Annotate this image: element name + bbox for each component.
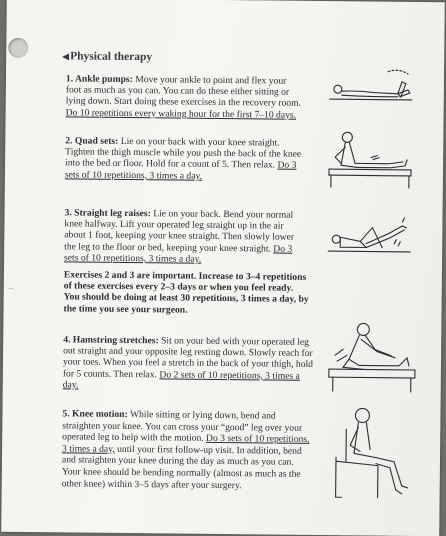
hamstring-stretch-illustration bbox=[325, 319, 420, 394]
exercise-dosage: Do 3 sets of 10 repetitions, 3 times a day. bbox=[65, 160, 297, 181]
exercise-quad-sets bbox=[65, 135, 305, 182]
heading-arrow-icon: ◀ bbox=[62, 51, 69, 61]
exercise-title: 4. Hamstring stretches: bbox=[63, 334, 159, 346]
exercise-hamstring-stretches bbox=[63, 334, 314, 393]
exercise-dosage: Do 3 sets of 10 repetitions, 3 times a day. bbox=[64, 243, 292, 264]
exercise-text: Lie on your back with your knee straight. Tighten the thigh muscle while you push the back of the knee into the bed or floor. Hold for a count of 5. Then relax. bbox=[65, 136, 301, 171]
exercise-text: Sit on your bed with your operated leg out straight and your opposite leg resting down. Slowly reach for your toes. When you feel a stretch in the back of your thigh, hold for 5 counts. Then relax. bbox=[63, 335, 313, 380]
exercise-dosage: Do 2 sets of 10 repetitions, 3 times a day. bbox=[63, 369, 300, 390]
exercise-straight-leg-raises bbox=[64, 207, 301, 265]
exercise-dosage: Do 10 repetitions every waking hour for the first 7–10 days. bbox=[66, 107, 297, 120]
margin-mark: ⌒ bbox=[7, 286, 16, 299]
exercise-title: 5. Knee motion: bbox=[62, 408, 127, 420]
knee-motion-illustration bbox=[332, 405, 411, 502]
exercise-title: 1. Ankle pumps: bbox=[66, 73, 133, 85]
straight-leg-raise-illustration bbox=[326, 213, 412, 256]
exercise-knee-motion bbox=[62, 408, 315, 492]
quad-sets-illustration bbox=[327, 127, 414, 190]
exercise-text: Lie on your back. Bend your normal knee halfway. Lift your operated leg straight up in the air about 1 foot, keeping your knee straight. Then slowly lower the leg to the floor or bed, keeping your knee straight. bbox=[64, 208, 294, 254]
exercise-title: 3. Straight leg raises: bbox=[65, 207, 151, 219]
exercise-text: While sitting or lying down, bend and straighten your knee. You can cross your “good” leg over your operated leg to help with the motion. bbox=[62, 409, 302, 444]
binder-hole bbox=[8, 38, 28, 58]
ankle-pumps-illustration bbox=[328, 63, 414, 104]
important-note: Exercises 2 and 3 are important. Increase to 3–4 repetitions of these exercises every 2–3 days or when you feel ready. You should be doing at least 30 repetitions, 3 times a day, by the time you see your surgeon. bbox=[63, 269, 309, 316]
exercise-text: Move your ankle to point and flex your foot as much as you can. You can do these either sitting or lying down. Start doing these exercises in the recovery room. bbox=[66, 74, 301, 109]
exercise-title: 2. Quad sets: bbox=[65, 135, 118, 147]
exercise-text-continued: until your first follow-up visit. In addition, bend and straighten your knee during the day as much as you can. Your knee should be bending normally (almost as much as the other knee) within 3–5 days after your surgery. bbox=[62, 444, 302, 491]
section-heading bbox=[62, 50, 152, 63]
exercise-dosage: Do 3 sets of 10 repetitions, 3 times a day, bbox=[62, 433, 309, 455]
exercise-ankle-pumps bbox=[66, 73, 304, 120]
heading-text: Physical therapy bbox=[70, 50, 152, 63]
document-page bbox=[1, 0, 445, 536]
